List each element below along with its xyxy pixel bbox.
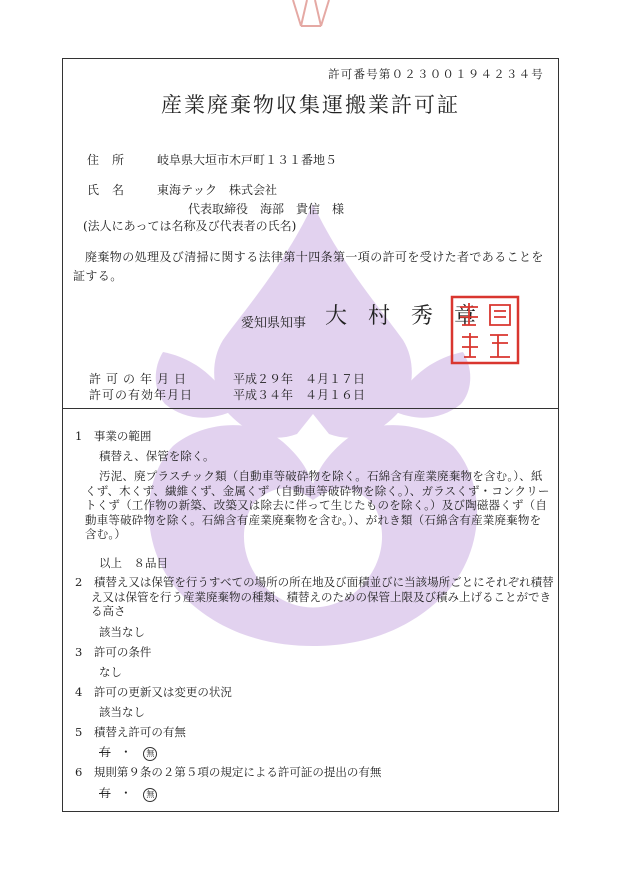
governor-title: 愛知県知事 (241, 316, 307, 331)
section-2-value: 該当なし (99, 625, 145, 639)
section-2-title: 2 積替え又は保管を行うすべての場所の所在地及び面積並びに当該場所ごとにそれぞれ積替え又は保管を行う産業廃棄物の種類、積替えのための保管上限及び積み上げることができる高さ (75, 575, 554, 619)
top-emblem-icon (287, 0, 335, 34)
section-6-title: 6 規則第９条の２第５項の規定による許可証の提出の有無 (75, 765, 382, 779)
certification-statement: 廃棄物の処理及び清掃に関する法律第十四条第一項の許可を受けた者であることを証する。 (73, 250, 544, 283)
section-5-no-option: 無 (143, 747, 157, 761)
section-1-waste-types: 汚泥、廃プラスチック類（自動車等破砕物を除く。石綿含有産業廃棄物を含む。）、紙くず、木くず、繊維くず、金属くず（自動車等破砕物を除く。）、ガラスくず・コンクリートくず（工作物の新築、改築又は除去に伴って生じたものを除く。）及び陶磁器くず（自動車等破砕物を除く。石綿含有産業廃棄物を含む。）、がれき類（石綿含有産業廃棄物を含む。） (85, 469, 550, 542)
address-value: 岐阜県大垣市木戸町１３１番地５ (157, 153, 338, 167)
certificate (62, 58, 559, 812)
page-title: 産業廃棄物収集運搬業許可証 (161, 93, 460, 117)
section-3-value: なし (99, 665, 122, 679)
section-4-value: 該当なし (99, 705, 145, 719)
permit-number: 許可番号第０２３００１９４２３４号 (328, 67, 544, 81)
section-6-no-option: 無 (143, 788, 157, 802)
section-1-scope: 積替え、保管を除く。 (99, 449, 215, 463)
official-seal-icon (450, 295, 520, 365)
section-divider (63, 408, 558, 409)
governor-name: 大村秀章 (325, 304, 498, 329)
representative-name: 代表取締役 海部 貴信 様 (188, 202, 345, 216)
section-6-answer: 有 ・ 無 (99, 786, 157, 802)
company-name: 東海テック 株式会社 (157, 183, 278, 197)
section-1-item-count: 以上 ８品目 (99, 556, 168, 570)
section-3-title: 3 許可の条件 (75, 645, 152, 659)
name-label: 氏名 (87, 183, 138, 197)
permit-date-value: 平成２９年 ４月１７日 (233, 372, 366, 386)
expiry-date-value: 平成３４年 ４月１６日 (233, 388, 366, 402)
section-1-title: 1 事業の範囲 (75, 429, 152, 443)
expiry-date-label: 許可の有効年月日 (89, 388, 194, 402)
name-note: (法人にあっては名称及び代表者の氏名) (83, 219, 297, 233)
permit-date-label: 許可の年月日 (89, 372, 192, 386)
section-6-yes-option: 有 (99, 786, 111, 800)
address-label: 住所 (87, 153, 138, 167)
section-5-title: 5 積替え許可の有無 (75, 725, 186, 739)
section-4-title: 4 許可の更新又は変更の状況 (75, 685, 232, 699)
section-5-answer: 有 ・ 無 (99, 745, 157, 761)
section-5-yes-option: 有 (99, 745, 111, 759)
